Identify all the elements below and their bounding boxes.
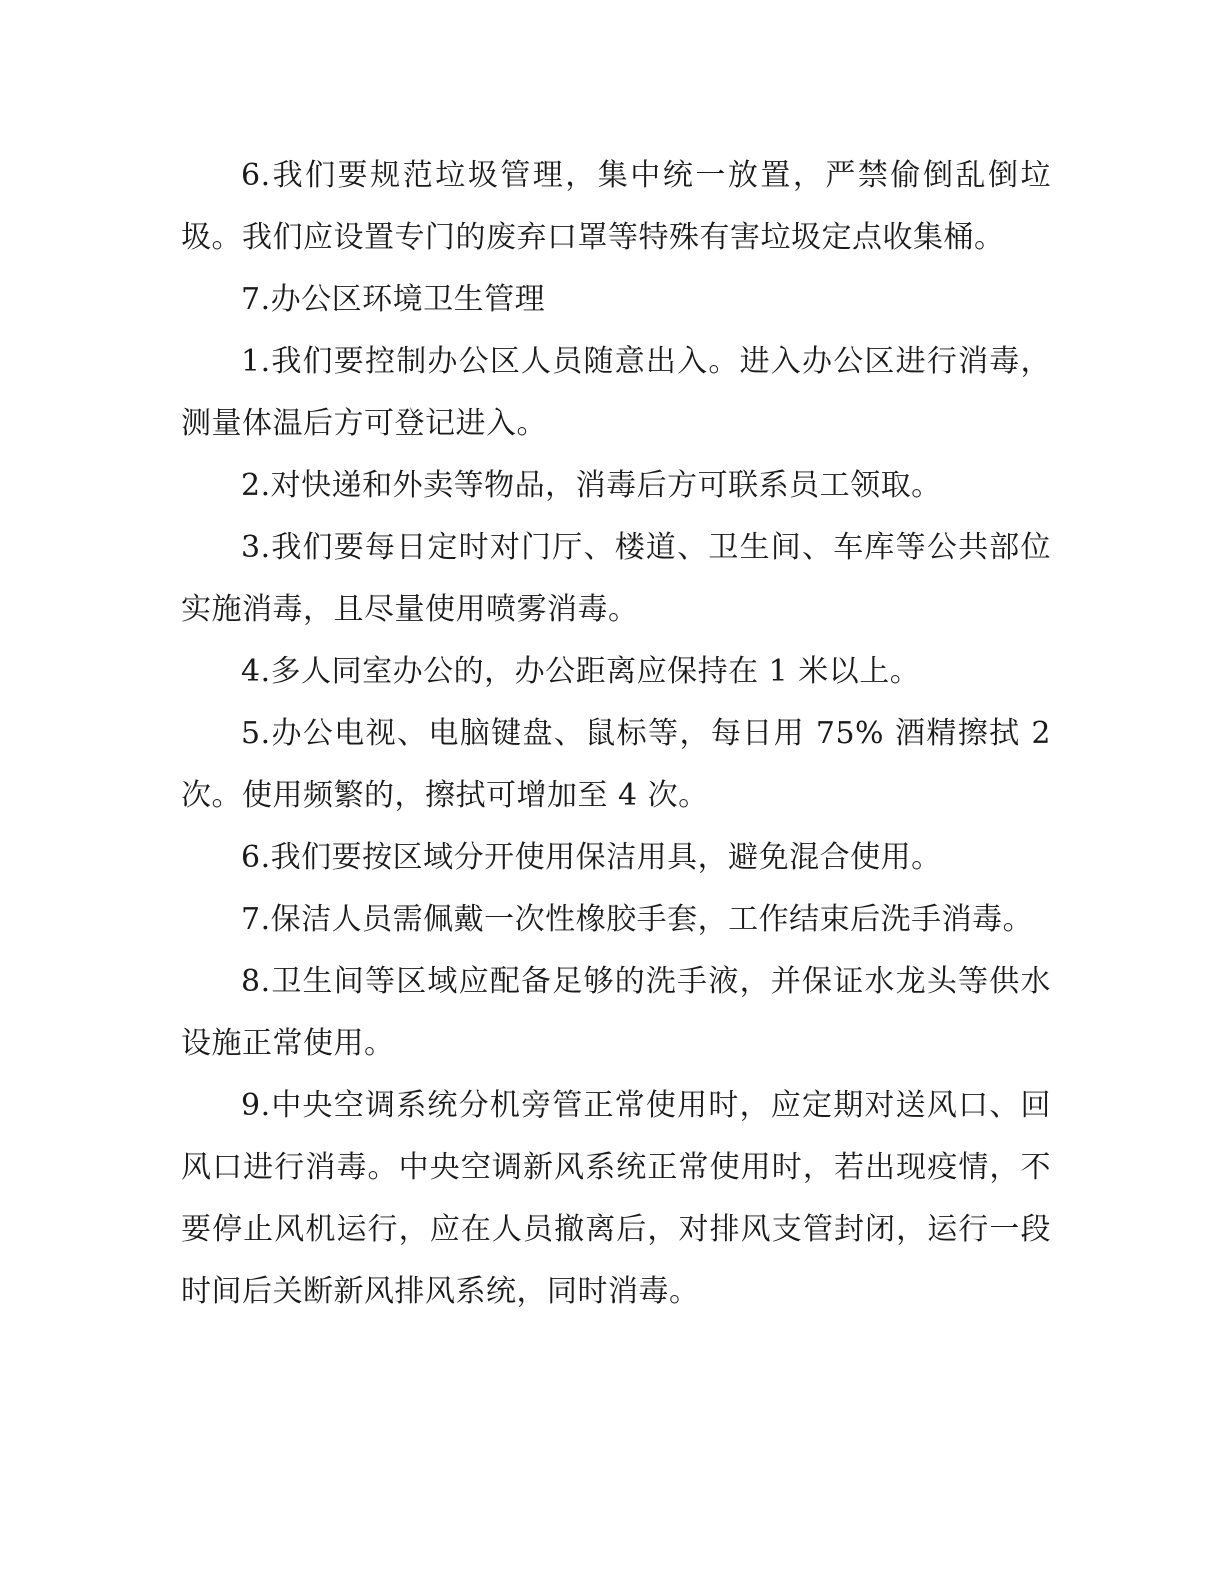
- paragraph-garbage-management: 6.我们要规范垃圾管理，集中统一放置，严禁偷倒乱倒垃圾。我们应设置专门的废弃口罩等特殊有害垃圾定点收集桶。: [181, 158, 1051, 255]
- paragraph-delivery-disinfection: 2.对快递和外卖等物品，消毒后方可联系员工领取。: [241, 468, 942, 503]
- paragraph-entry-control: 1.我们要控制办公区人员随意出入。进入办公区进行消毒，测量体温后方可登记进入。: [181, 344, 1051, 441]
- paragraph-cleaning-tools: 6.我们要按区域分开使用保洁用具，避免混合使用。: [241, 840, 942, 875]
- paragraph-cleaner-gloves: 7.保洁人员需佩戴一次性橡胶手套，工作结束后洗手消毒。: [241, 902, 1034, 937]
- document-body: [181, 145, 1051, 1323]
- paragraph-air-conditioning: 9.中央空调系统分机旁管正常使用时，应定期对送风口、回风口进行消毒。中央空调新风系统正常使用时，若出现疫情，不要停止风机运行，应在人员撤离后，对排风支管封闭，运行一段时间后关断新风排风系统，同时消毒。: [181, 1088, 1051, 1309]
- paragraph-office-distance: 4.多人同室办公的，办公距离应保持在 1 米以上。: [241, 654, 921, 689]
- paragraph-public-area-disinfection: 3.我们要每日定时对门厅、楼道、卫生间、车库等公共部位实施消毒，且尽量使用喷雾消毒。: [181, 530, 1051, 627]
- paragraph-restroom-supplies: 8.卫生间等区域应配备足够的洗手液，并保证水龙头等供水设施正常使用。: [181, 964, 1051, 1061]
- paragraph-device-wiping: 5.办公电视、电脑键盘、鼠标等，每日用 75% 酒精擦拭 2 次。使用频繁的，擦拭可增加至 4 次。: [181, 716, 1051, 813]
- section-heading-office-hygiene: 7.办公区环境卫生管理: [241, 282, 546, 317]
